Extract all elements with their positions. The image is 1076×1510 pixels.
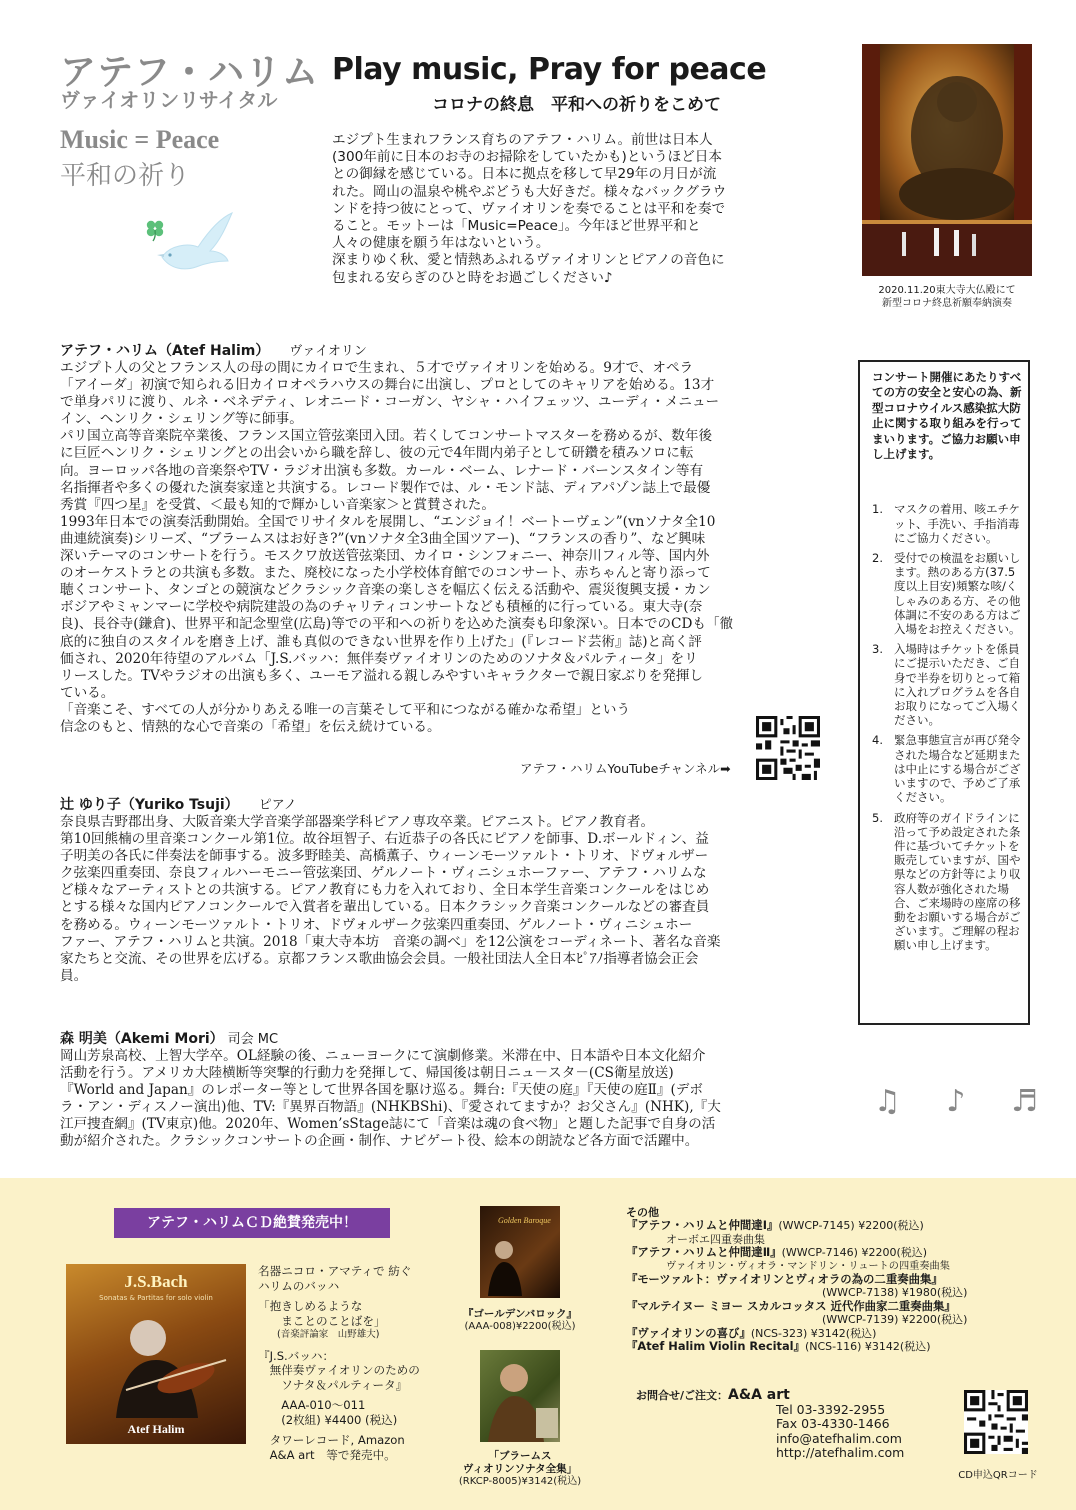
violinist-illustration (484, 1236, 524, 1296)
bio-role: 司会 MC (227, 1032, 279, 1047)
intro-line: 包まれる安らぎのひと時をお過ごしください♪ (332, 269, 613, 286)
cover-title: J.S.Bach (124, 1272, 188, 1291)
intro-line: れた。岡山の温泉や桃やぶどうも大好きだ。様々なバックグラウ (332, 183, 727, 200)
temple-photo (862, 44, 1032, 276)
cd-info: (WWCP-7146) ¥2200(税込) (781, 1246, 928, 1260)
youtube-link[interactable]: アテフ・ハリムYouTubeチャンネル➡ (520, 761, 731, 776)
cd-text-line: A&A art 等で発売中。 (258, 1447, 396, 1462)
bio-line: 価され、2020年待望のアルバム「J.S.バッハ：無伴奏ヴァイオリンのためのソナタ＆パルティータ」をリ (60, 650, 698, 667)
cd-item (626, 1273, 1026, 1300)
cd-item (626, 1246, 1026, 1273)
clover-icon (144, 218, 166, 242)
cd-text-line: AAA-010～011 (258, 1398, 366, 1412)
contact-fax: Fax 03-4330-1466 (776, 1416, 890, 1432)
bio-atef (60, 340, 830, 736)
page-title: アテフ・ハリム (60, 52, 320, 93)
cd-item (626, 1340, 1026, 1353)
bio-line: 第10回熊楠の里音楽コンクール第1位。故谷垣智子、右近恭子の各氏にピアノを師事、D.ボールドィン、益 (60, 831, 709, 848)
bio-line: ク弦楽四重奏団、奈良フィルハーモニー管弦楽団、ゲルノート・ヴィニシュホーファー、アテフ・ハリムな (60, 865, 707, 882)
cd-text-line: ハリムのバッハ (258, 1278, 340, 1293)
bio-line: 活動を行う。アメリカ大陸横断等突撃的行動力を発揮して、帰国後は朝日ニュ－スタ－(CS衛星放送) (60, 1065, 674, 1082)
cd-text-line: 無伴奏ヴァイオリンのための (258, 1363, 420, 1377)
bio-line: エジプト人の父とフランス人の母の間にカイロで生まれ、５才でヴァイオリンを始める。9才で、オペラ (60, 360, 694, 376)
cd-item (626, 1219, 1026, 1246)
other-cds-list (626, 1206, 1026, 1353)
bio-line: 家たちと交流、その世界を広げる。京都フランス歌曲協会会員。一般社団法人全日本ﾋﾟｱﾉ指導者協会正会 (60, 950, 699, 967)
intro-line: (300年前に日本のお寺のお掃除をしていたかも)というほど日本 (332, 149, 722, 166)
bach-cd-cover (66, 1264, 246, 1444)
bio-name: アテフ・ハリム（Atef Halim） (60, 343, 270, 359)
cd-sub: ヴァイオリン・ヴィオラ・マンドリン・リュートの四重奏曲集 (666, 1260, 950, 1272)
cover-subtitle: Sonatas & Partitas for solo violin (99, 1294, 213, 1302)
brahms-title-2: ヴィオリンソナタ全集」 (462, 1463, 578, 1475)
cover-artist: Atef Halim (127, 1422, 185, 1436)
intro-line: ンドを持つ彼にとって、ヴァイオリンを奏でることは平和を奏で (332, 200, 726, 217)
bio-line: 『World and Japan』のレポーター等として世界各国を駆け巡る。舞台:『天使の庭』『天使の庭Ⅱ』(デボ (60, 1082, 703, 1099)
bio-line: 信念のもと、情熱的な心で音楽の「希望」を伝え続けている。 (60, 718, 441, 735)
bio-text (60, 360, 830, 736)
cd-text-line: 『J.S.バッハ： (258, 1348, 335, 1363)
notice-number: 4. (872, 733, 883, 748)
bio-line: を務める。ウィーンモーツァルト・トリオ、ドヴォルザーク弦楽四重奏団、ゲルノート・ヴィニシュホー (60, 916, 693, 933)
bio-line: 曲連続演奏)シリーズ、“ブラームスはお好き?”(vnソナタ全3曲全国ツアー)、“フランスの香り”、など興味 (60, 530, 706, 547)
notice-text: 入場時はチケットを係員にご提示いただき、ご自身で半券を切りとって箱に入れプログラムを各自お取りになってご入場ください。 (894, 642, 1021, 728)
notice-item (872, 811, 1022, 953)
cd-sub: オーボエ四重奏曲集 (666, 1232, 765, 1246)
qr-caption: CD申込QRコード (958, 1470, 1038, 1481)
cd-title: 『アテフ・ハリムと仲間達Ⅰ』 (626, 1218, 779, 1233)
violinist-illustration (480, 1350, 560, 1442)
notice-number: 1. (872, 502, 883, 517)
cd-text-line: (音楽評論家 山野雄大) (258, 1329, 380, 1340)
bio-line: とする様々な国内ピアノコンクールで入賞者を輩出している。日本クラシック音楽コンクールなどの審査員 (60, 899, 710, 916)
other-cds-heading: その他 (626, 1206, 659, 1219)
bach-cd-description (258, 1264, 458, 1462)
notice-number: 2. (872, 551, 883, 566)
bio-line: ラ・アン・ディスノー演出)他、TV:『異界百物語』(NHKBShi)、『愛されてますか？お父さん』(NHK),『大 (60, 1099, 721, 1116)
notice-text: マスクの着用、咳エチケット、手洗い、手指消毒にご協力ください。 (894, 502, 1021, 545)
bio-heading (60, 1028, 830, 1048)
intro-paragraph (332, 132, 812, 287)
bio-line: 「音楽こそ、すべての人が分かりあえる唯一の言葉そして平和につながる確かな希望」という (60, 701, 631, 718)
golden-baroque-title: 『ゴールデンバロック』 (462, 1308, 578, 1320)
subheadline: コロナの終息 平和への祈りをこめて (432, 95, 721, 115)
cd-text-line: (2枚組) ¥4400 (税込) (258, 1412, 398, 1427)
golden-baroque-info: (AAA-008)¥2200(税込) (464, 1321, 576, 1332)
cd-text-line: タワーレコード, Amazon (258, 1433, 405, 1447)
bio-heading (60, 340, 830, 360)
bio-line: 子明美の各氏に伴奏法を師事する。波多野睦美、高橋薫子、ウィーンモーツァルト・トリオ、ドヴォルザー (60, 848, 709, 865)
bio-line: パリ国立高等音楽院卒業後、フランス国立管弦楽団入団。若くしてコンサートマスターを務めるが、数年後 (60, 428, 713, 445)
prayer-text: 平和の祈り (60, 161, 191, 191)
notice-text: 緊急事態宣言が再び発令された場合など延期または中止にする場合がございますので、予めご了承ください。 (894, 733, 1021, 805)
notice-text: 政府等のガイドラインに沿って予め設定された条件に基づいてチケットを販売していますが、国や県などの方針等により収容人数が強化された場合、ご来場時の座席の移動をお願いする場合がございます。ご理解の程お願い申し上げます。 (894, 810, 1021, 953)
bio-line: 向。ヨーロッパ各地の音楽祭やTV・ラジオ出演も多数。カール・ベーム、レナード・バーンスタイン等有 (60, 462, 704, 479)
notice-number: 3. (872, 642, 883, 657)
cd-order-qr-code[interactable] (964, 1390, 1028, 1454)
bio-role: ヴァイオリン (289, 344, 367, 359)
brahms-info: (RKCP-8005)¥3142(税込) (458, 1476, 582, 1487)
contact-email[interactable]: info@atefhalim.com (776, 1430, 902, 1446)
cd-text-line: 名器ニコロ・アマティで 紡ぐ (258, 1264, 412, 1278)
contact-block (636, 1388, 904, 1460)
cd-title: 『ヴァイオリンの喜び』 (626, 1325, 751, 1340)
cd-title: 『アテフ・ハリムと仲間達Ⅱ』 (626, 1245, 782, 1260)
covid-notice-box (858, 360, 1030, 1025)
bio-role: ピアノ (258, 798, 297, 813)
notice-item (872, 733, 1022, 804)
cd-banner: アテフ・ハリムＣＤ絶賛発売中！ (114, 1208, 390, 1238)
intro-line: 人々の健康を願う年はないという。 (332, 235, 550, 252)
bio-line: に巨匠ヘンリク・シェリングとの出会いから職を辞し、彼の元で4年間内弟子として研鑽を積みソロに転 (60, 445, 694, 462)
bio-line: ファー、アテフ・ハリムと共演。2018「東大寺本坊 音楽の調べ」を12公演をコーディネート、著名な音楽 (60, 933, 721, 950)
bio-text (60, 1048, 830, 1151)
cd-text-line: まことのことばを」 (258, 1313, 386, 1328)
cd-item (626, 1300, 1026, 1327)
bio-line: 聴くコンサート、タンゴとの競演などクラシック音楽の楽しさを幅広く伝える活動や、震災復興支援・カン (60, 582, 711, 599)
contact-label: お問合せ/ご注文： (636, 1389, 729, 1402)
bio-line: のオーケストラとの共演も多数。また、廃校になった小学校体育館でのコンサート、赤ちゃんと寄り添って (60, 565, 711, 582)
cd-title: 『Atef Halim Violin Recital』 (626, 1339, 805, 1354)
bio-line: ている。 (60, 684, 115, 701)
cd-title: 『モーツァルト：ヴァイオリンとヴィオラの為の二重奏曲集』 (626, 1272, 943, 1287)
youtube-qr-code[interactable] (756, 716, 820, 780)
bio-heading (60, 794, 830, 814)
cd-item (626, 1327, 1026, 1340)
notice-item (872, 551, 1022, 636)
brahms-cd-cover (480, 1350, 560, 1442)
cd-sub: (WWCP-7138) ¥1980(税込) (822, 1286, 968, 1300)
bio-line: 江戸捜査網』(TV東京)他。2020年、Women’sStage誌にて「音楽は魂の食べ物」と題した記事で自身の活 (60, 1116, 716, 1133)
bio-akemi (60, 1028, 830, 1151)
headline: Play music, Pray for peace (332, 52, 767, 87)
bio-line: ボジアやミャンマーに学校や病院建設の為のチャリティコンサートなども積極的に行っている。東大寺(奈 (60, 599, 703, 616)
notice-number: 5. (872, 810, 883, 825)
violinist-illustration (86, 1308, 236, 1418)
bio-line: 1993年日本での演奏活動開始。全国でリサイタルを展開し、“エンジョイ！ベートーヴェン”(vnソナタ全10 (60, 513, 716, 530)
bio-line: 秀賞『四つ星』を受賞、＜最も知的で輝かしい音楽家＞と賞賛された。 (60, 496, 495, 513)
bio-line: 名指揮者や多くの優れた演奏家達と共演する。レコード製作では、ル・モンド誌、ディアパゾン誌上で最優 (60, 479, 711, 496)
cd-info: (WWCP-7145) ¥2200(税込) (778, 1219, 924, 1233)
notice-item (872, 642, 1022, 727)
contact-company: A&A art (728, 1387, 790, 1403)
bio-name: 森 明美（Akemi Mori） (60, 1031, 224, 1047)
cd-text-line: ソナタ＆パルティータ』 (258, 1377, 408, 1392)
intro-line: ること。モットーは「Music=Peace」。今年ほど世界平和と (332, 218, 701, 235)
intro-line: エジプト生まれフランス育ちのアテフ・ハリム。前世は日本人 (332, 132, 713, 148)
bio-line: 深いテーマのコンサートを行う。モスクワ放送管弦楽団、カイロ・シンフォニー、神奈川フィル等、国内外 (60, 548, 710, 565)
bio-line: 動が紹介された。クラシックコンサートの企画・制作、ナビゲート役、絵本の朗読など各方面で活躍中。 (60, 1133, 699, 1150)
photo-caption (856, 284, 1038, 310)
bio-line: で単身パリに渡り、ルネ・ベネデティ、レオニード・コーガン、ヤシャ・ハイフェッツ、ユーディ・メニュー (60, 394, 720, 411)
music-notes-icon: ♫ ♪ ♬ (874, 1084, 1057, 1119)
notice-list (872, 502, 1022, 952)
bio-line: イン、ヘンリク・シェリング等に師事。 (60, 411, 303, 428)
page-subtitle: ヴァイオリンリサイタル (60, 88, 278, 112)
buddha-illustration (862, 44, 1032, 276)
brahms-title: 「ブラームス (488, 1450, 552, 1462)
notice-text: 受付での検温をお願いします。熱のある方(37.5度以上目安)頻繁な咳/くしゃみのある方、その他体調に不安のある方はご入場をお控えください。 (894, 551, 1021, 637)
contact-url[interactable]: http://atefhalim.com (776, 1444, 905, 1460)
bio-line: ど様々なアーティストとの共演する。ピアノ教育にも力を入れており、全日本学生音楽コンクールをはじめ (60, 882, 710, 899)
bio-text (60, 814, 830, 985)
cd-info: (NCS-116) ¥3142(税込) (804, 1340, 931, 1354)
bio-line: 「アイーダ」初演で知られる旧カイロオペラハウスの舞台に出演し、プロとしてのキャリアを始める。13才 (60, 377, 715, 394)
cd-sub: (WWCP-7139) ¥2200(税込) (822, 1313, 968, 1327)
intro-line: 深まりゆく秋、愛と情熱あふれるヴァイオリンとピアノの音色に (332, 252, 725, 269)
cd-title: 『マルテイヌー ミヨー スカルコッタス 近代作曲家二重奏曲集』 (626, 1298, 956, 1313)
notice-item (872, 502, 1022, 545)
caption-line: 2020.11.20東大寺大仏殿にて (878, 285, 1016, 296)
notice-intro: コンサート開催にあたりすべての方の安全と安心の為、新型コロナウイルス感染拡大防止に関する取り組みを行ってまいります。ご協力お願い申し上げます。 (872, 370, 1022, 462)
contact-tel: Tel 03-3392-2955 (776, 1402, 886, 1418)
bio-yuriko (60, 794, 830, 985)
bio-line: 員。 (60, 967, 88, 984)
bio-name: 辻 ゆり子（Yuriko Tsuji） (60, 797, 239, 813)
cover-title: Golden Baroque (498, 1216, 551, 1225)
cd-info: (NCS-323) ¥3142(税込) (750, 1326, 877, 1340)
bio-line: 底的に独自のスタイルを磨き上げ、誰も真似のできない世界を作り上げた」(『レコード芸術』誌)と高く評 (60, 633, 702, 650)
motto-text: Music = Peace (60, 125, 220, 154)
bio-line: 岡山芳泉高校、上智大学卒。OL経験の後、ニューヨークにて演劇修業。米滞在中、日本語や日本文化紹介 (60, 1048, 706, 1064)
caption-line: 新型コロナ終息祈願奉納演奏 (882, 298, 1012, 309)
cd-text-line: 「抱きしめるような (258, 1299, 363, 1313)
bio-line: リースした。TVやラジオの出演も多く、ユーモア溢れる親しみやすいキャラクターで親日家ぶりを発揮し (60, 667, 703, 684)
intro-line: との御縁を感じている。日本に拠点を移して早29年の月日が流 (332, 166, 717, 183)
golden-baroque-cd-cover (480, 1206, 560, 1298)
bio-line: 奈良県吉野郡出身、大阪音楽大学音楽学部器楽学科ピアノ専攻卒業。ピアニスト。ピアノ教育者。 (60, 814, 655, 830)
bio-line: 良)、長谷寺(鎌倉)、世界平和記念聖堂(広島)等での平和への祈りを込めた演奏も印象深い。日本でのCDも「徹 (60, 616, 734, 633)
